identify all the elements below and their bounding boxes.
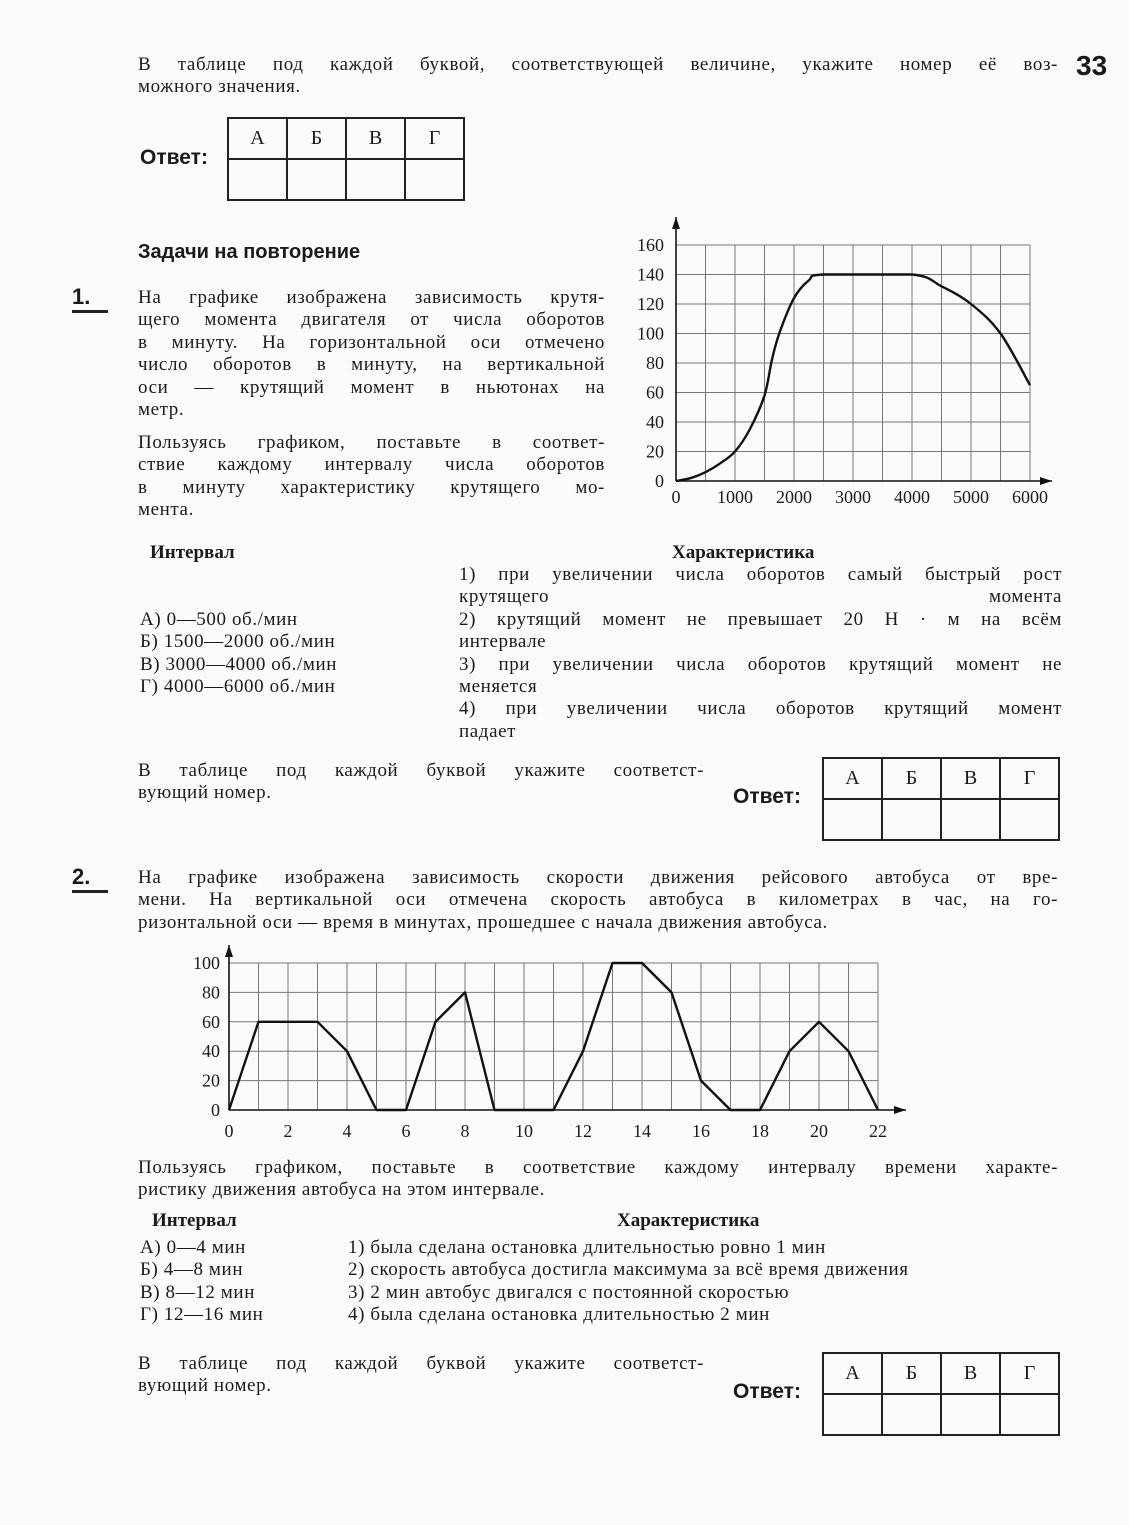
y-tick-label: 160: [637, 235, 664, 255]
y-tick-label: 20: [202, 1070, 220, 1091]
text-line: На графике изображена зависимость скорости движения рейсового автобуса от вре-: [138, 867, 1058, 888]
task-2-description: [138, 867, 1058, 934]
x-axis-arrow-icon: [894, 1106, 906, 1114]
x-tick-label: 16: [692, 1121, 710, 1141]
x-tick-label: 6: [401, 1121, 411, 1141]
answer-column-letter: Г: [1000, 758, 1059, 799]
y-tick-label: 80: [202, 982, 220, 1003]
text-line: А) 0—500 об./мин: [140, 609, 298, 630]
x-tick-label: 20: [810, 1121, 828, 1141]
x-tick-label: 14: [633, 1121, 651, 1141]
answer-table-1: [822, 757, 1060, 841]
answer-table-2: [822, 1352, 1060, 1436]
text-line: 3) 2 мин автобус двигался с постоянной скоростью: [348, 1281, 790, 1303]
task-1-description: [138, 287, 605, 421]
answer-cell[interactable]: [882, 799, 941, 840]
answer-column-letter: В: [941, 1353, 1000, 1394]
text-line: А) 0—4 мин: [140, 1237, 246, 1258]
answer-label-1: Ответ:: [733, 785, 801, 808]
x-tick-label: 8: [460, 1121, 470, 1141]
text-line: Б) 4—8 мин: [140, 1259, 244, 1281]
text-line: мента.: [138, 499, 194, 521]
answer-cell[interactable]: [1000, 1394, 1059, 1435]
page-number: 33: [1076, 50, 1108, 81]
answer-column-letter: В: [346, 118, 405, 159]
x-tick-label: 5000: [953, 487, 989, 507]
text-line: щего момента двигателя от числа оборотов: [138, 309, 605, 331]
answer-label-2: Ответ:: [733, 1380, 801, 1403]
bus-speed-chart: [180, 945, 920, 1145]
task-2-number: 2.: [72, 864, 108, 893]
text-line: В) 3000—4000 об./мин: [140, 653, 338, 675]
x-tick-label: 10: [515, 1121, 533, 1141]
answer-cell[interactable]: [941, 1394, 1000, 1435]
task-1-characteristic-header: Характеристика: [672, 542, 815, 563]
text-line: В таблице под каждой буквой, соответствующей величине, укажите номер её воз-: [138, 54, 1058, 75]
text-line: в минуту. На горизонтальной оси отмечено: [138, 331, 605, 353]
answer-cell[interactable]: [941, 799, 1000, 840]
task-2-instruction: [138, 1157, 1058, 1202]
answer-cell[interactable]: [405, 159, 464, 200]
task-2-table-note: [138, 1353, 704, 1398]
task-1-instruction: [138, 432, 605, 522]
text-line: Пользуясь графиком, поставьте в соответ-: [138, 432, 605, 453]
answer-column-letter: Б: [882, 1353, 941, 1394]
answer-column-letter: Б: [882, 758, 941, 799]
x-tick-label: 18: [751, 1121, 769, 1141]
text-line: мени. На вертикальной оси отмечена скорость автобуса в километрах в час, на го-: [138, 889, 1058, 911]
answer-cell[interactable]: [346, 159, 405, 200]
text-line: в минуту характеристику крутящего мо-: [138, 476, 605, 498]
x-tick-label: 0: [671, 487, 681, 507]
x-tick-label: 6000: [1012, 487, 1048, 507]
y-tick-label: 80: [646, 353, 664, 373]
y-axis-arrow-icon: [672, 217, 680, 229]
text-line: В) 8—12 мин: [140, 1281, 255, 1303]
text-line: 4) была сделана остановка длительностью 2 мин: [348, 1304, 770, 1326]
y-axis-arrow-icon: [225, 945, 233, 957]
x-axis-arrow-icon: [1040, 477, 1052, 485]
task-2-characteristics: [348, 1237, 909, 1327]
text-line: 2) крутящий момент не превышает 20 Н · м на всём: [459, 608, 1062, 630]
intro-text: [138, 54, 1058, 99]
text-line: Г) 12—16 мин: [140, 1304, 264, 1326]
text-line: вующий номер.: [138, 1375, 272, 1397]
answer-cell[interactable]: [823, 1394, 882, 1435]
text-line: 2) скорость автобуса достигла максимума за всё время движения: [348, 1259, 909, 1281]
section-title: Задачи на повторение: [138, 241, 361, 263]
y-tick-label: 40: [202, 1041, 220, 1062]
answer-cell[interactable]: [882, 1394, 941, 1435]
y-tick-label: 0: [211, 1100, 220, 1120]
text-line: 1) при увеличении числа оборотов самый быстрый рост: [459, 564, 1062, 585]
y-tick-label: 100: [193, 953, 220, 973]
text-line: меняется: [459, 675, 538, 697]
y-tick-label: 40: [646, 412, 664, 432]
text-line: В таблице под каждой буквой укажите соответст-: [138, 1353, 704, 1374]
x-tick-label: 12: [574, 1121, 592, 1141]
y-tick-label: 140: [637, 264, 664, 285]
task-2-interval-header: Интервал: [152, 1210, 237, 1231]
x-tick-label: 2000: [776, 487, 812, 507]
y-tick-label: 60: [646, 382, 664, 403]
text-line: падает: [459, 720, 517, 742]
answer-column-letter: Г: [1000, 1353, 1059, 1394]
text-line: 4) при увеличении числа оборотов крутящий момент: [459, 698, 1062, 720]
x-tick-label: 0: [224, 1121, 234, 1141]
answer-table-0: [227, 117, 465, 201]
x-tick-label: 4: [342, 1121, 352, 1141]
answer-label-0: Ответ:: [140, 146, 208, 169]
text-line: можного значения.: [138, 76, 301, 98]
y-tick-label: 0: [655, 471, 664, 491]
task-1-intervals: [140, 609, 337, 699]
task-2-intervals: [140, 1237, 263, 1327]
text-line: ризонтальной оси — время в минутах, прошедшее с начала движения автобуса.: [138, 911, 828, 933]
text-line: ствие каждому интервалу числа оборотов: [138, 454, 605, 476]
y-tick-label: 120: [637, 294, 664, 314]
text-line: На графике изображена зависимость крутя-: [138, 287, 605, 308]
text-line: Пользуясь графиком, поставьте в соответствие каждому интервалу времени характе-: [138, 1157, 1058, 1178]
text-line: ристику движения автобуса на этом интервале.: [138, 1179, 545, 1201]
x-tick-label: 1000: [717, 487, 753, 507]
text-line: число оборотов в минуту, на вертикальной: [138, 354, 605, 376]
text-line: оси — крутящий момент в ньютонах на: [138, 376, 605, 398]
task-1-characteristics: [459, 564, 1062, 743]
x-tick-label: 22: [869, 1121, 887, 1141]
text-line: интервале: [459, 631, 547, 653]
y-tick-label: 60: [202, 1011, 220, 1032]
answer-column-letter: А: [228, 118, 287, 159]
answer-column-letter: Г: [405, 118, 464, 159]
text-line: Б) 1500—2000 об./мин: [140, 631, 336, 653]
x-tick-label: 4000: [894, 487, 930, 507]
task-1-table-note: [138, 760, 704, 805]
answer-column-letter: А: [823, 758, 882, 799]
text-line: метр.: [138, 398, 185, 420]
answer-column-letter: Б: [287, 118, 346, 159]
text-line: вующий номер.: [138, 782, 272, 804]
answer-cell[interactable]: [287, 159, 346, 200]
y-tick-label: 20: [646, 441, 664, 462]
answer-column-letter: А: [823, 1353, 882, 1394]
answer-column-letter: В: [941, 758, 1000, 799]
answer-cell[interactable]: [228, 159, 287, 200]
text-line: 1) была сделана остановка длительностью ровно 1 мин: [348, 1237, 826, 1258]
task-1-number: 1.: [72, 284, 108, 313]
task-2-characteristic-header: Характеристика: [617, 1210, 760, 1231]
answer-cell[interactable]: [823, 799, 882, 840]
text-line: В таблице под каждой буквой укажите соответст-: [138, 760, 704, 781]
text-line: 3) при увеличении числа оборотов крутящий момент не: [459, 653, 1062, 675]
y-tick-label: 100: [637, 323, 664, 344]
x-tick-label: 2: [283, 1121, 293, 1141]
torque-chart: [620, 210, 1060, 520]
answer-cell[interactable]: [1000, 799, 1059, 840]
x-tick-label: 3000: [835, 487, 871, 507]
text-line: крутящего момента: [459, 586, 1062, 608]
task-1-interval-header: Интервал: [150, 542, 235, 563]
text-line: Г) 4000—6000 об./мин: [140, 676, 336, 698]
